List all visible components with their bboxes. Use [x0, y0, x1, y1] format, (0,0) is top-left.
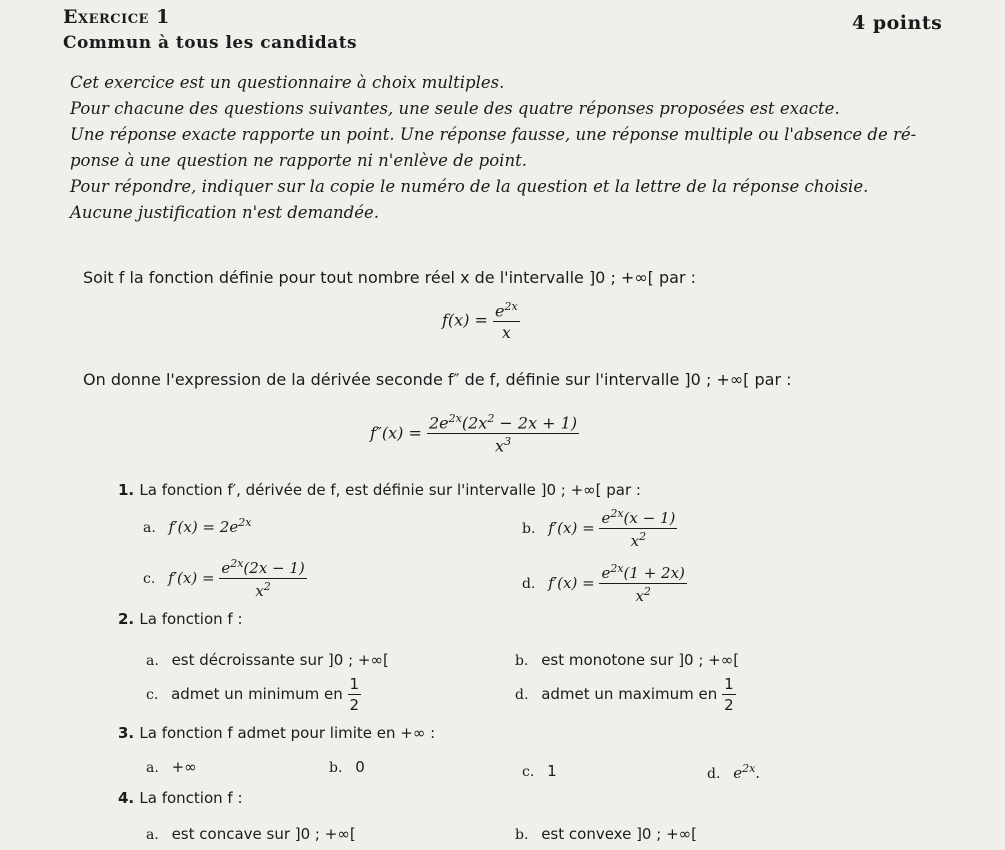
- option-denominator: $x^2$: [635, 585, 651, 605]
- option-label: d.: [707, 766, 721, 782]
- question-number: 3.: [118, 724, 135, 742]
- option-fraction: [599, 507, 677, 550]
- option-denominator: 2: [724, 696, 734, 714]
- option-text: $e^{2x}$.: [733, 762, 761, 782]
- option-lhs: f′(x) =: [548, 574, 595, 592]
- option-fraction: [599, 562, 686, 605]
- option-label: c.: [146, 687, 159, 703]
- question-number: 1.: [118, 481, 135, 499]
- option-denominator: $x^2$: [255, 580, 271, 600]
- option-1d[interactable]: [522, 562, 687, 605]
- f-numerator: $e^{2x}$: [495, 300, 518, 321]
- points-label: 4 points: [852, 12, 943, 34]
- option-fraction: [348, 675, 362, 714]
- exercise-title: Exercice 1: [63, 6, 170, 28]
- option-2d[interactable]: [515, 675, 736, 714]
- option-2a[interactable]: [146, 651, 389, 669]
- question-text: La fonction f :: [139, 789, 243, 807]
- option-numerator: $e^{2x}(1 + 2x)$: [601, 562, 685, 582]
- option-text: admet un minimum en: [171, 685, 343, 703]
- option-numerator: $e^{2x}(x - 1)$: [601, 507, 676, 527]
- option-numerator: 1: [724, 675, 734, 693]
- instruction-line: ponse à une question ne rapporte ni n'enlève de point.: [70, 151, 527, 170]
- option-text: est convexe ]0 ; +∞[: [541, 825, 697, 843]
- option-text: 1: [547, 762, 557, 780]
- f-lhs: f(x) =: [442, 310, 488, 330]
- option-3b[interactable]: [329, 758, 365, 776]
- option-lhs: f′(x) =: [168, 569, 215, 587]
- option-denominator: 2: [349, 696, 360, 714]
- option-text: est monotone sur ]0 ; +∞[: [541, 651, 740, 669]
- option-numerator: 1: [349, 675, 360, 693]
- option-label: c.: [522, 764, 535, 780]
- option-label: a.: [146, 827, 159, 843]
- instruction-line: Pour chacune des questions suivantes, une seule des quatre réponses proposées est exacte.: [70, 99, 840, 118]
- option-denominator: $x^2$: [630, 530, 647, 550]
- option-numerator: $e^{2x}(2x - 1)$: [221, 557, 305, 577]
- question-text: La fonction f admet pour limite en +∞ :: [139, 724, 436, 742]
- fpp-denominator: $x^3$: [495, 435, 512, 456]
- option-label: d.: [515, 687, 529, 703]
- option-3c[interactable]: [522, 762, 557, 780]
- option-3d[interactable]: [707, 762, 760, 782]
- instruction-line: Cet exercice est un questionnaire à choix multiples.: [70, 73, 505, 92]
- instruction-line: Pour répondre, indiquer sur la copie le numéro de la question et la lettre de la réponse choisie.: [70, 177, 869, 196]
- option-label: c.: [143, 571, 156, 587]
- option-label: b.: [515, 827, 529, 843]
- instruction-line: Aucune justification n'est demandée.: [70, 203, 380, 222]
- f-fraction: [493, 300, 520, 342]
- option-1a[interactable]: [143, 516, 251, 536]
- fpp-definition: [370, 412, 579, 456]
- option-text: admet un maximum en: [541, 685, 718, 703]
- question-3: [118, 724, 435, 742]
- option-text: est concave sur ]0 ; +∞[: [171, 825, 356, 843]
- option-text: 0: [355, 758, 365, 776]
- option-label: d.: [522, 576, 536, 592]
- statement-line-2: On donne l'expression de la dérivée seconde f″ de f, définie sur l'intervalle ]0 ; +∞[ par :: [83, 370, 792, 389]
- option-text: $f'(x) = 2e^{2x}$: [168, 516, 252, 536]
- option-4a[interactable]: [146, 825, 356, 843]
- option-label: a.: [146, 653, 159, 669]
- option-label: a.: [146, 760, 159, 776]
- option-lhs: f′(x) =: [548, 519, 595, 537]
- option-1c[interactable]: [143, 557, 307, 600]
- option-1b[interactable]: [522, 507, 677, 550]
- f-definition: [442, 300, 520, 342]
- question-text: La fonction f :: [139, 610, 243, 628]
- question-1: [118, 481, 641, 499]
- option-label: a.: [143, 520, 156, 536]
- option-2c[interactable]: [146, 675, 361, 714]
- option-2b[interactable]: [515, 651, 739, 669]
- option-text: +∞: [171, 758, 197, 776]
- fpp-fraction: [427, 412, 579, 456]
- statement-line-1: Soit f la fonction définie pour tout nombre réel x de l'intervalle ]0 ; +∞[ par :: [83, 268, 696, 287]
- question-4: [118, 789, 243, 807]
- instruction-line: Une réponse exacte rapporte un point. Une réponse fausse, une réponse multiple ou l'absence de ré-: [70, 125, 917, 144]
- question-number: 4.: [118, 789, 135, 807]
- f-denominator: x: [501, 323, 511, 343]
- option-text: est décroissante sur ]0 ; +∞[: [171, 651, 389, 669]
- option-label: b.: [515, 653, 529, 669]
- option-fraction: [722, 675, 736, 714]
- fpp-numerator: $2e^{2x}(2x^2 - 2x + 1)$: [429, 412, 578, 433]
- question-number: 2.: [118, 610, 135, 628]
- option-label: b.: [522, 521, 536, 537]
- subtitle: Commun à tous les candidats: [63, 33, 358, 53]
- option-4b[interactable]: [515, 825, 697, 843]
- option-label: b.: [329, 760, 343, 776]
- fpp-lhs: f″(x) =: [370, 423, 422, 443]
- question-2: [118, 610, 243, 628]
- option-3a[interactable]: [146, 758, 197, 776]
- question-text: La fonction f′, dérivée de f, est définie sur l'intervalle ]0 ; +∞[ par :: [139, 481, 641, 499]
- option-fraction: [219, 557, 306, 600]
